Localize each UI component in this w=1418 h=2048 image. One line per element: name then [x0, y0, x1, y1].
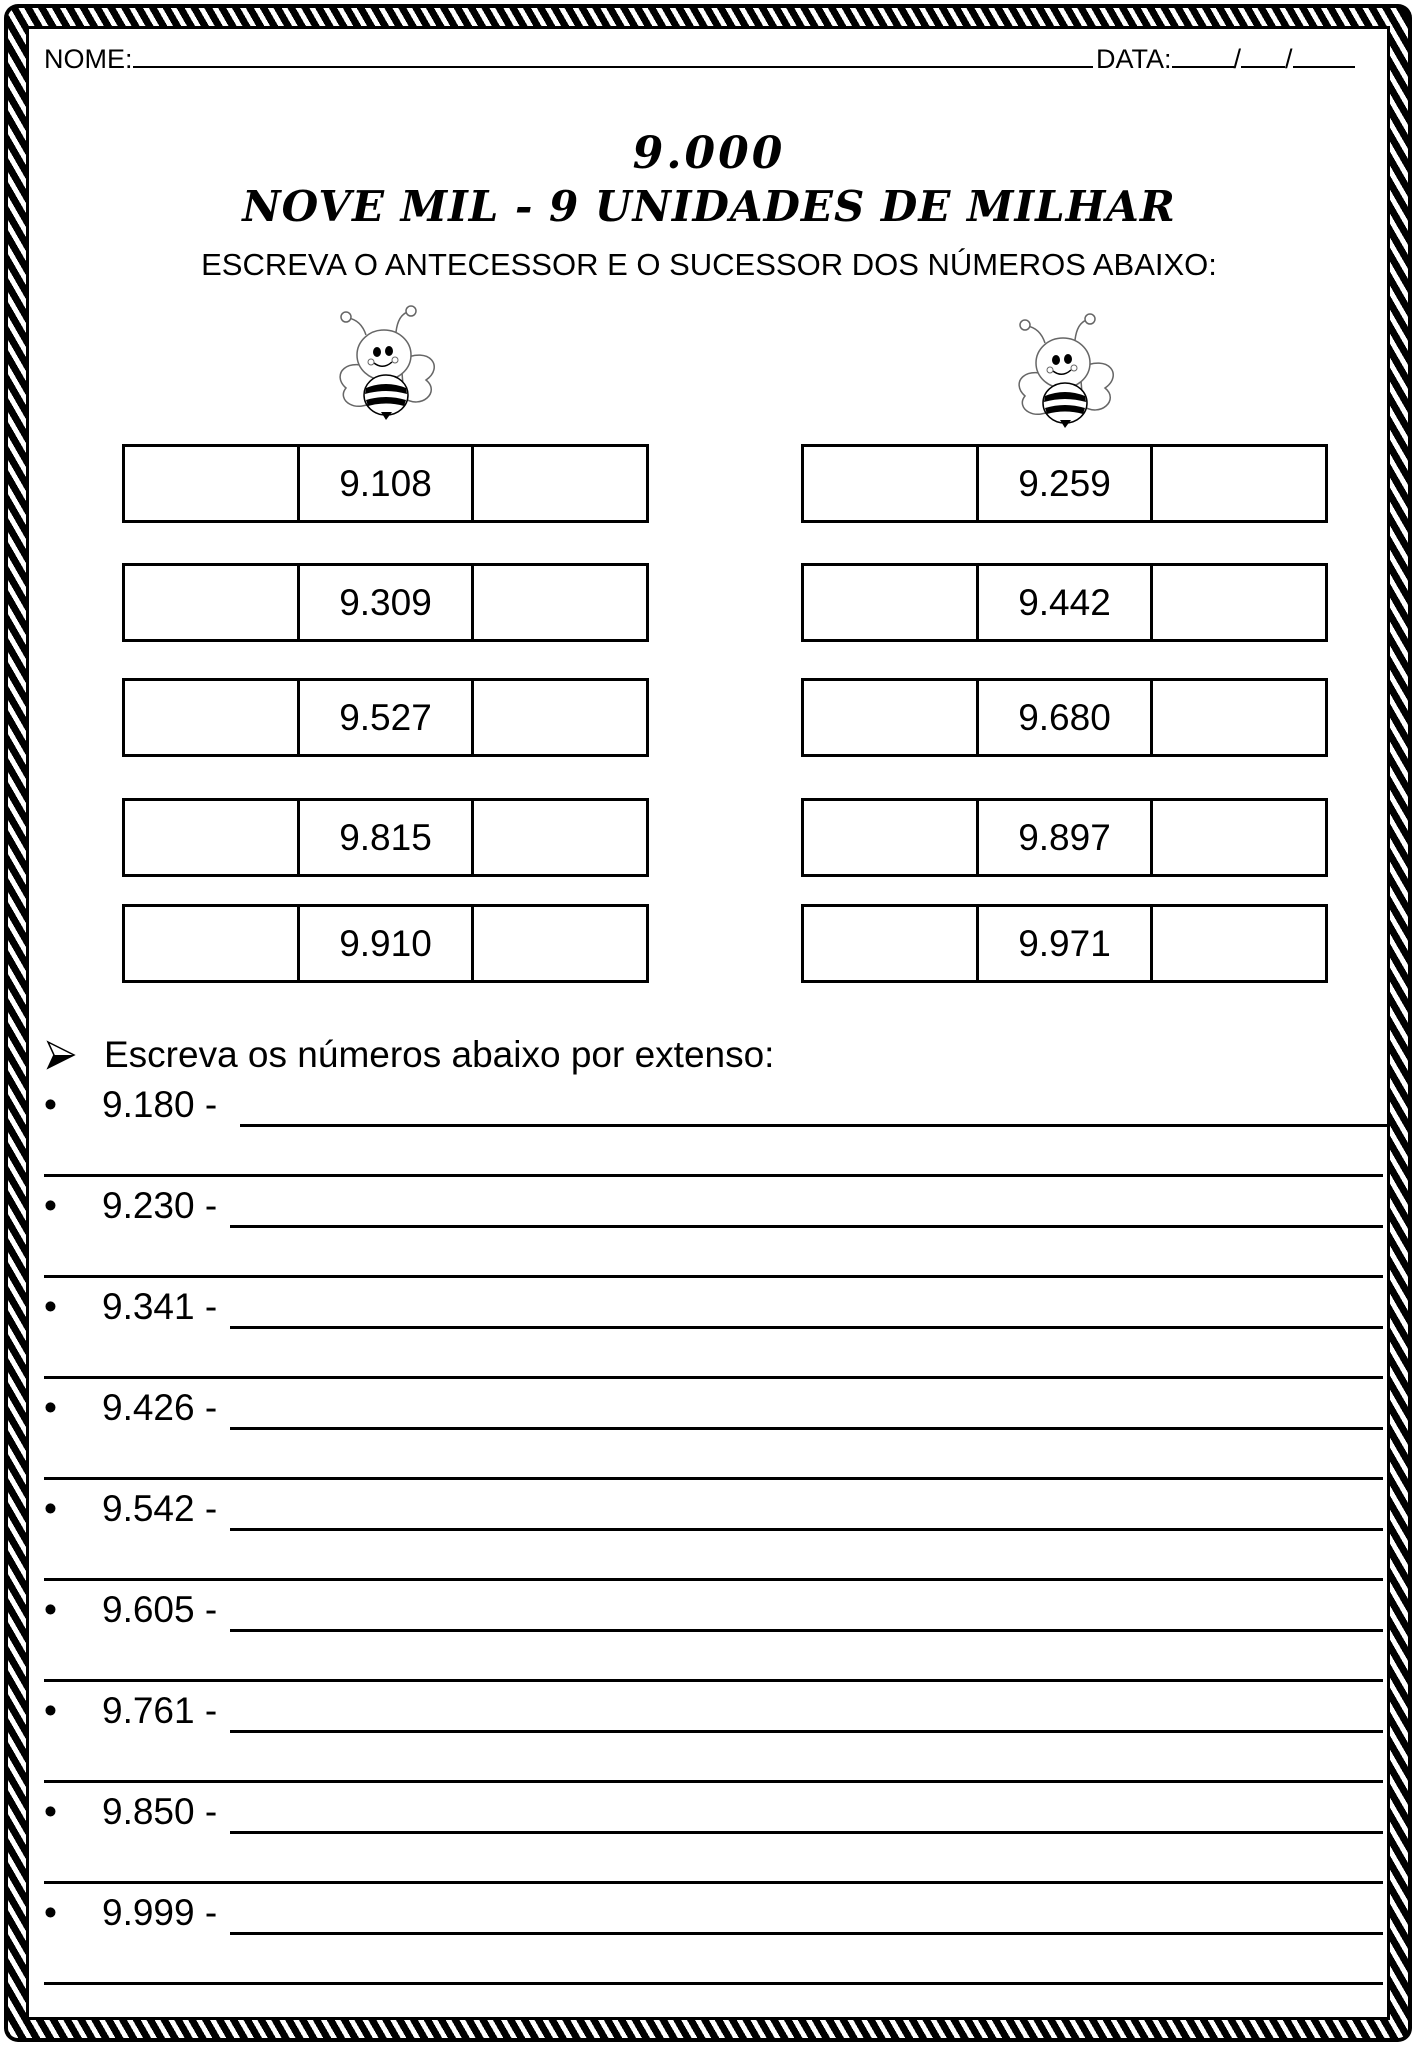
bullet: • [44, 1791, 57, 1832]
sucessor-input[interactable] [474, 566, 646, 639]
page-title: NOVE MIL - 9 UNIDADES DE MILHAR [242, 182, 1176, 231]
bullet: • [44, 1286, 57, 1327]
antecessor-input[interactable] [804, 907, 979, 980]
worksheet-page [26, 26, 1390, 2020]
number-row [801, 444, 1328, 523]
antecessor-input[interactable] [125, 566, 300, 639]
number-row [122, 678, 649, 757]
sucessor-input[interactable] [1153, 801, 1325, 874]
bullet: • [44, 1892, 57, 1933]
sucessor-input[interactable] [1153, 907, 1325, 980]
antecessor-input[interactable] [804, 447, 979, 520]
answer-line[interactable] [230, 1326, 1383, 1329]
sucessor-input[interactable] [474, 801, 646, 874]
answer-line[interactable] [230, 1427, 1383, 1430]
sucessor-input[interactable] [1153, 566, 1325, 639]
answer-line-continuation[interactable] [44, 1578, 1383, 1581]
answer-line[interactable] [230, 1730, 1383, 1733]
number-label: 9.850 - [102, 1791, 218, 1832]
bullet: • [44, 1387, 57, 1428]
answer-line-continuation[interactable] [44, 1679, 1383, 1682]
given-number: 9.442 [979, 566, 1154, 639]
number-row [801, 904, 1328, 983]
exercise2-heading [46, 1034, 774, 1076]
antecessor-input[interactable] [125, 681, 300, 754]
given-number: 9.527 [300, 681, 475, 754]
date-separator: / [1233, 44, 1242, 74]
name-input-line[interactable] [133, 44, 1093, 68]
antecessor-input[interactable] [125, 907, 300, 980]
exercise1-instruction: ESCREVA O ANTECESSOR E O SUCESSOR DOS NÚMEROS ABAIXO: [201, 247, 1217, 282]
given-number: 9.910 [300, 907, 475, 980]
number-label: 9.542 - [102, 1488, 218, 1529]
date-day-line[interactable] [1172, 44, 1234, 68]
bullet: • [44, 1690, 57, 1731]
answer-line-continuation[interactable] [44, 1780, 1383, 1783]
antecessor-input[interactable] [804, 681, 979, 754]
number-row [801, 678, 1328, 757]
number-row [122, 904, 649, 983]
answer-line[interactable] [230, 1932, 1383, 1935]
date-month-line[interactable] [1241, 44, 1285, 68]
given-number: 9.108 [300, 447, 475, 520]
number-row [122, 798, 649, 877]
answer-line-continuation[interactable] [44, 1982, 1383, 1985]
number-label: 9.605 - [102, 1589, 218, 1630]
answer-line-continuation[interactable] [44, 1477, 1383, 1480]
title-number: 9.000 [632, 128, 786, 179]
date-year-line[interactable] [1293, 44, 1355, 68]
sucessor-input[interactable] [474, 447, 646, 520]
antecessor-input[interactable] [125, 447, 300, 520]
answer-line[interactable] [230, 1831, 1383, 1834]
number-label: 9.426 - [102, 1387, 218, 1428]
sucessor-input[interactable] [1153, 447, 1325, 520]
sucessor-input[interactable] [474, 681, 646, 754]
bullet: • [44, 1488, 57, 1529]
number-label: 9.761 - [102, 1690, 218, 1731]
antecessor-input[interactable] [804, 566, 979, 639]
answer-line-continuation[interactable] [44, 1275, 1383, 1278]
answer-line[interactable] [230, 1528, 1383, 1531]
antecessor-input[interactable] [804, 801, 979, 874]
number-label: 9.180 - [102, 1084, 218, 1125]
sucessor-input[interactable] [474, 907, 646, 980]
name-label: NOME: [44, 44, 133, 74]
bee-icon [326, 300, 446, 420]
given-number: 9.815 [300, 801, 475, 874]
bullet: • [44, 1185, 57, 1226]
given-number: 9.259 [979, 447, 1154, 520]
answer-line[interactable] [230, 1225, 1383, 1228]
answer-line[interactable] [240, 1124, 1390, 1127]
answer-line-continuation[interactable] [44, 1881, 1383, 1884]
number-label: 9.230 - [102, 1185, 218, 1226]
bee-icon [1005, 308, 1125, 428]
answer-line-continuation[interactable] [44, 1174, 1383, 1177]
given-number: 9.680 [979, 681, 1154, 754]
number-label: 9.999 - [102, 1892, 218, 1933]
date-separator: / [1285, 44, 1293, 74]
answer-line[interactable] [230, 1629, 1383, 1632]
bullet: • [44, 1589, 57, 1630]
number-row [801, 798, 1328, 877]
given-number: 9.897 [979, 801, 1154, 874]
number-row [122, 563, 649, 642]
number-row [122, 444, 649, 523]
name-field[interactable] [44, 44, 1093, 75]
given-number: 9.971 [979, 907, 1154, 980]
answer-line-continuation[interactable] [44, 1376, 1383, 1379]
antecessor-input[interactable] [125, 801, 300, 874]
sucessor-input[interactable] [1153, 681, 1325, 754]
arrow-bullet-icon [46, 1040, 76, 1070]
number-row [801, 563, 1328, 642]
number-label: 9.341 - [102, 1286, 218, 1327]
bullet: • [44, 1084, 57, 1125]
exercise2-instruction: Escreva os números abaixo por extenso: [104, 1034, 775, 1075]
given-number: 9.309 [300, 566, 475, 639]
rope-border-frame [4, 4, 1412, 2042]
date-label: DATA: [1096, 44, 1172, 74]
date-field[interactable] [1096, 44, 1355, 75]
